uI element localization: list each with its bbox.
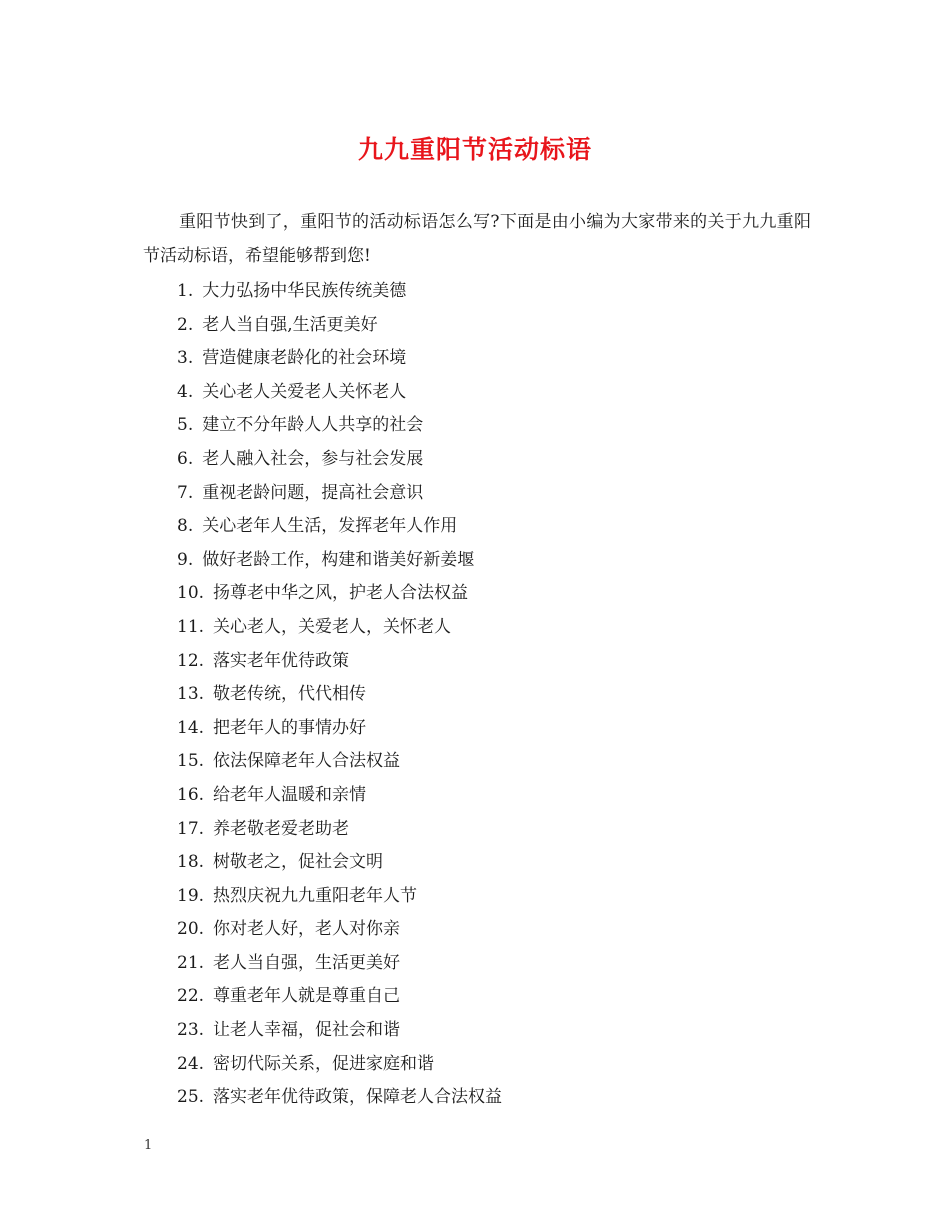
list-item-text: 依法保障老年人合法权益 xyxy=(213,751,401,772)
list-item-number: 18. xyxy=(177,852,205,873)
list-item xyxy=(177,275,502,309)
list-item-text: 关心老人关爱老人关怀老人 xyxy=(202,381,407,402)
list-item-text: 老人当自强,生活更美好 xyxy=(202,314,378,335)
list-item xyxy=(177,510,502,544)
list-item-text: 养老敬老爱老助老 xyxy=(213,818,350,839)
list-item-text: 把老年人的事情办好 xyxy=(213,717,367,738)
list-item-text: 密切代际关系，促进家庭和谐 xyxy=(213,1053,435,1074)
list-item-text: 关心老人，关爱老人，关怀老人 xyxy=(213,616,452,637)
list-item-text: 树敬老之，促社会文明 xyxy=(213,852,384,873)
list-item-number: 9. xyxy=(177,549,194,570)
list-item-number: 15. xyxy=(177,751,205,772)
list-item-number: 7. xyxy=(177,482,194,503)
list-item-number: 16. xyxy=(177,784,205,805)
list-item xyxy=(177,309,502,343)
list-item xyxy=(177,409,502,443)
document-title: 九九重阳节活动标语 xyxy=(357,135,592,164)
list-item xyxy=(177,678,502,712)
list-item xyxy=(177,1048,502,1082)
list-item xyxy=(177,846,502,880)
list-item-text: 老人融入社会，参与社会发展 xyxy=(202,448,424,469)
list-item xyxy=(177,779,502,813)
list-item-text: 关心老年人生活，发挥老年人作用 xyxy=(202,516,458,537)
list-item xyxy=(177,577,502,611)
intro-paragraph: 重阳节快到了，重阳节的活动标语怎么写?下面是由小编为大家带来的关于九九重阳节活动标语，希望能够帮到您! xyxy=(143,212,811,266)
list-item xyxy=(177,544,502,578)
list-item-text: 大力弘扬中华民族传统美德 xyxy=(202,281,407,301)
slogan-list xyxy=(177,275,502,1115)
list-item-text: 敬老传统，代代相传 xyxy=(213,684,367,705)
list-item-number: 19. xyxy=(177,885,205,906)
list-item-number: 25. xyxy=(177,1087,205,1108)
list-item-number: 1. xyxy=(177,281,194,301)
list-item xyxy=(177,1081,502,1115)
list-item xyxy=(177,477,502,511)
list-item-number: 6. xyxy=(177,448,194,469)
list-item xyxy=(177,342,502,376)
list-item-number: 12. xyxy=(177,650,205,671)
list-item-text: 尊重老年人就是尊重自己 xyxy=(213,986,401,1007)
list-item-number: 21. xyxy=(177,952,205,973)
list-item-number: 8. xyxy=(177,516,194,537)
list-item-text: 老人当自强，生活更美好 xyxy=(213,952,401,973)
list-item xyxy=(177,913,502,947)
list-item-number: 3. xyxy=(177,348,194,369)
list-item xyxy=(177,443,502,477)
list-item-text: 落实老年优待政策 xyxy=(213,650,350,671)
list-item xyxy=(177,645,502,679)
list-item xyxy=(177,745,502,779)
list-item-number: 4. xyxy=(177,381,194,402)
list-item-number: 2. xyxy=(177,314,194,335)
list-item xyxy=(177,980,502,1014)
list-item-number: 23. xyxy=(177,1020,205,1041)
list-item-text: 建立不分年龄人人共享的社会 xyxy=(202,415,424,436)
list-item xyxy=(177,611,502,645)
list-item-number: 10. xyxy=(177,583,205,604)
list-item-number: 13. xyxy=(177,684,205,705)
list-item xyxy=(177,813,502,847)
list-item-number: 5. xyxy=(177,415,194,436)
list-item-text: 做好老龄工作，构建和谐美好新姜堰 xyxy=(202,549,475,570)
list-item-text: 给老年人温暖和亲情 xyxy=(213,784,367,805)
list-item xyxy=(177,376,502,410)
list-item-number: 22. xyxy=(177,986,205,1007)
list-item-number: 24. xyxy=(177,1053,205,1074)
list-item-number: 20. xyxy=(177,919,205,940)
list-item xyxy=(177,712,502,746)
list-item xyxy=(177,947,502,981)
page-number: 1 xyxy=(144,1138,153,1153)
list-item-text: 营造健康老龄化的社会环境 xyxy=(202,348,407,369)
list-item-text: 落实老年优待政策，保障老人合法权益 xyxy=(213,1087,503,1108)
list-item-number: 17. xyxy=(177,818,205,839)
list-item-text: 扬尊老中华之风，护老人合法权益 xyxy=(213,583,469,604)
list-item-text: 重视老龄问题，提高社会意识 xyxy=(202,482,424,503)
list-item-number: 11. xyxy=(177,616,205,637)
list-item-text: 热烈庆祝九九重阳老年人节 xyxy=(213,885,418,906)
list-item xyxy=(177,880,502,914)
list-item-text: 让老人幸福，促社会和谐 xyxy=(213,1020,401,1041)
list-item xyxy=(177,1014,502,1048)
list-item-text: 你对老人好，老人对你亲 xyxy=(213,919,401,940)
list-item-number: 14. xyxy=(177,717,205,738)
